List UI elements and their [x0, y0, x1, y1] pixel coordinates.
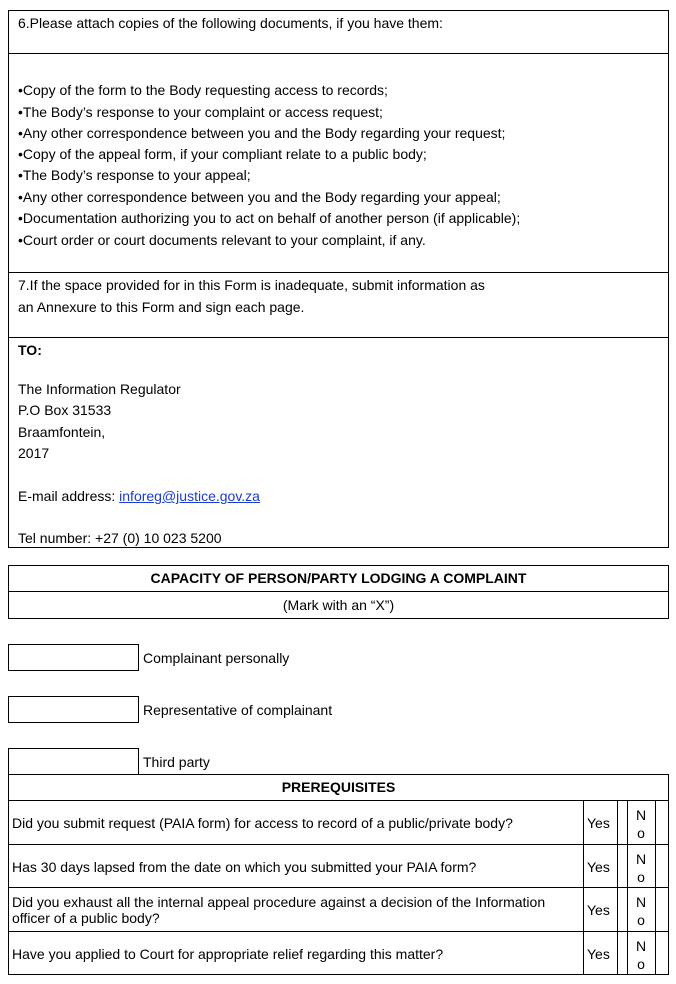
no-option[interactable]: N o	[635, 894, 647, 928]
complainant-personally-checkbox[interactable]	[8, 644, 139, 671]
prerequisite-question: Did you submit request (PAIA form) for access to record of a public/private body?	[12, 815, 513, 831]
prerequisites-title: PREREQUISITES	[281, 779, 396, 795]
prerequisite-question: Has 30 days lapsed from the date on which you submitted your PAIA form?	[12, 859, 477, 875]
third-party-label: Third party	[143, 754, 210, 770]
address-line: The Information Regulator	[18, 381, 181, 397]
list-item: •Copy of the form to the Body requesting access to records;	[18, 82, 388, 98]
row-divider	[8, 800, 669, 801]
email-row	[18, 488, 260, 505]
to-label: TO:	[18, 342, 42, 358]
list-item: •Court order or court documents relevant to your complaint, if any.	[18, 232, 426, 248]
yes-option[interactable]: Yes	[587, 815, 610, 831]
email-link[interactable]: inforeg@justice.gov.za	[119, 488, 260, 504]
representative-checkbox[interactable]	[8, 696, 139, 723]
address-line: 2017	[18, 445, 50, 461]
no-option[interactable]: N o	[635, 807, 647, 841]
no-option[interactable]: N o	[635, 851, 647, 885]
list-item: •Copy of the appeal form, if your compliant relate to a public body;	[18, 146, 427, 162]
prerequisite-question: Have you applied to Court for appropriate relief regarding this matter?	[12, 946, 444, 962]
prerequisite-question: Did you exhaust all the internal appeal procedure against a decision of the Information officer of a public body?	[12, 894, 546, 926]
capacity-title: CAPACITY OF PERSON/PARTY LODGING A COMPLAINT	[150, 570, 527, 586]
address-line: Braamfontein,	[18, 424, 106, 440]
section7-line1: 7.If the space provided for in this Form is inadequate, submit information as	[18, 277, 485, 293]
third-party-checkbox[interactable]	[8, 748, 139, 775]
section6-heading: 6.Please attach copies of the following documents, if you have them:	[18, 15, 443, 31]
yes-option[interactable]: Yes	[587, 902, 610, 918]
representative-label: Representative of complainant	[143, 702, 333, 718]
email-label: E-mail address:	[18, 488, 120, 504]
to-box	[8, 337, 669, 548]
capacity-instruction: (Mark with an “X”)	[282, 597, 395, 613]
address-line: P.O Box 31533	[18, 402, 112, 418]
row-divider	[8, 887, 669, 888]
yes-option[interactable]: Yes	[587, 859, 610, 875]
row-divider	[8, 931, 669, 932]
column-divider	[583, 800, 584, 975]
column-divider	[655, 800, 656, 975]
row-divider	[8, 844, 669, 845]
no-option[interactable]: N o	[635, 938, 647, 972]
list-item: •Documentation authorizing you to act on behalf of another person (if applicable);	[18, 210, 521, 226]
list-item: •The Body’s response to your appeal;	[18, 167, 251, 183]
tel-number: Tel number: +27 (0) 10 023 5200	[18, 530, 222, 546]
column-divider	[617, 800, 618, 975]
list-item: •Any other correspondence between you and the Body regarding your request;	[18, 125, 506, 141]
section7-line2: an Annexure to this Form and sign each page.	[18, 299, 305, 315]
complainant-personally-label: Complainant personally	[143, 650, 290, 666]
list-item: •Any other correspondence between you and the Body regarding your appeal;	[18, 189, 501, 205]
yes-option[interactable]: Yes	[587, 946, 610, 962]
list-item: •The Body’s response to your complaint or access request;	[18, 104, 383, 120]
